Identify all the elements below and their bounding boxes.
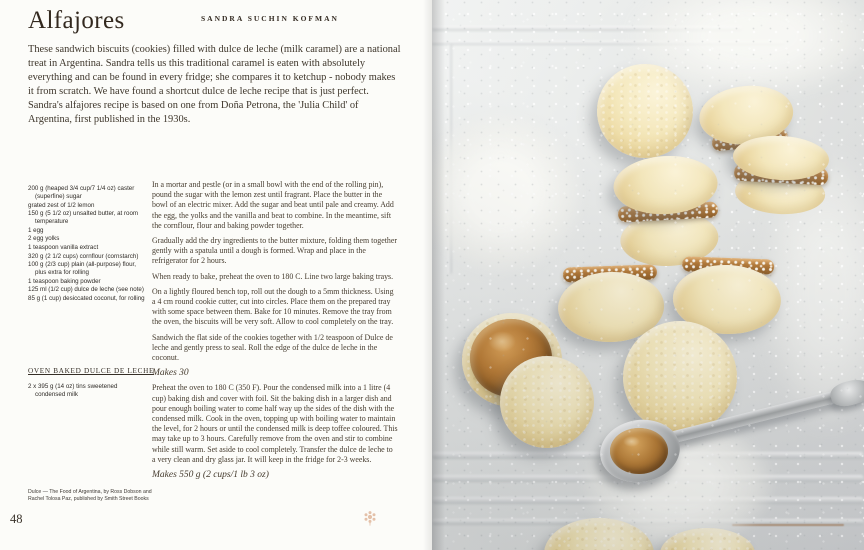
ingredient: 150 g (5 1/2 oz) unsalted butter, at room temperature xyxy=(28,210,139,226)
recipe-author: SANDRA SUCHIN KOFMAN xyxy=(201,14,339,23)
method-paragraph: Sandwich the flat side of the cookies together with 1/2 teaspoon of Dulce de leche and gently press to seal. Roll the edge of the dulce de leche in the coconut. xyxy=(152,332,393,363)
method-column xyxy=(152,180,398,485)
ingredient: 320 g (2 1/2 cups) cornflour (cornstarch) xyxy=(28,252,139,260)
ingredient: 200 g (heaped 3/4 cup/7 1/4 oz) caster (superfine) sugar xyxy=(28,185,135,200)
ingredients-list xyxy=(28,185,148,303)
photo-alfajores-on-tray xyxy=(432,0,864,550)
ingredient: 125 ml (1/2 cup) dulce de leche (see note) xyxy=(28,286,144,294)
sub-recipe-method: Preheat the oven to 180 C (350 F). Pour the condensed milk into a 1 litre (4 cup) baking dish and cover with foil. Sit the baking dish in a larger dish and pour enough boiling water to come half way up the sides of the dish with the condensed milk. Cook in the oven, topping up with boiling water to maintain the level, for 2 hours or until the condensed milk is deep toffee coloured. This may take up to 3 hours. Carefully remove from the oven and stir to combine while still warm. Set aside to cool completely. Transfer the dulce de leche to a very clean and dry glass jar. It will keep in the fridge for 2-3 weeks. xyxy=(152,383,398,464)
page-title: Alfajores xyxy=(28,7,125,34)
ingredient: grated zest of 1/2 lemon xyxy=(28,201,95,209)
method-paragraph: When ready to bake, preheat the oven to 180 C. Line two large baking trays. xyxy=(152,271,394,281)
page-number: 48 xyxy=(10,512,23,526)
ingredient: 85 g (1 cup) desiccated coconut, for rolling xyxy=(28,294,145,302)
rosette-ornament-icon xyxy=(362,509,378,527)
sub-recipe-heading: OVEN BAKED DULCE DE LECHE xyxy=(28,367,155,375)
method-paragraph: On a lightly floured bench top, roll out the dough to a 5mm thickness. Using a 4 cm round cookie cutter, cut into circles. Place them on the prepared tray with some space between them. Bake for 10 minutes. Remove the tray from the oven, the biscuits will be very soft. Allow to cool completely on the tray. xyxy=(152,286,394,327)
sub-recipe-ingredients xyxy=(28,383,148,399)
ingredient: 1 teaspoon vanilla extract xyxy=(28,243,99,251)
ingredient: 2 egg yolks xyxy=(28,235,60,243)
ingredient: 1 teaspoon baking powder xyxy=(28,277,101,285)
ingredients-column xyxy=(28,185,148,304)
ingredient: 100 g (2/3 cup) plain (all-purpose) flour, plus extra for rolling xyxy=(28,261,136,277)
method-paragraph: In a mortar and pestle (or in a small bowl with the end of the rolling pin), pound the sugar with the lemon zest until fragrant. Place the butter in the bowl of an electric mixer. Add the sugar and beat until pale and creamy. Add the egg, the yolks and the vanilla and beat to combine. In the meantime, sift the cornflour, flour and baking powder together. xyxy=(152,180,394,230)
yield-line: Makes 30 xyxy=(152,368,189,379)
sub-recipe-yield-line: Makes 550 g (2 cups/1 lb 3 oz) xyxy=(152,470,269,481)
ingredient: 1 egg xyxy=(28,226,44,234)
coconut-speckle-overlay xyxy=(432,0,864,550)
credit-note: Dulce — The Food of Argentina, by Ross Dobson and Rachel Tolosa Paz, published by Smith Street Books xyxy=(28,489,152,503)
method-paragraph: Gradually add the dry ingredients to the butter mixture, folding them together gently with a spatula until a dough is formed. Wrap and place in the refrigerator for 2 hours. xyxy=(152,236,397,266)
sub-ingredients-list xyxy=(28,383,148,399)
recipe-intro: These sandwich biscuits (cookies) filled with dulce de leche (milk caramel) are a national treat in Argentina. Sandra tells us this traditional caramel is eaten with absolutely everything and can be found in every fridge; she compares it to ketchup - nobody makes it from scratch. We have found a shortcut dulce de leche recipe that is just perfect. Sandra's alfajores recipe is based on one from Doña Petrona, the 'Julia Child' of Argentina, first published in the 1930s. xyxy=(28,44,401,126)
ingredient: 2 x 395 g (14 oz) tins sweetened condensed milk xyxy=(28,383,118,398)
